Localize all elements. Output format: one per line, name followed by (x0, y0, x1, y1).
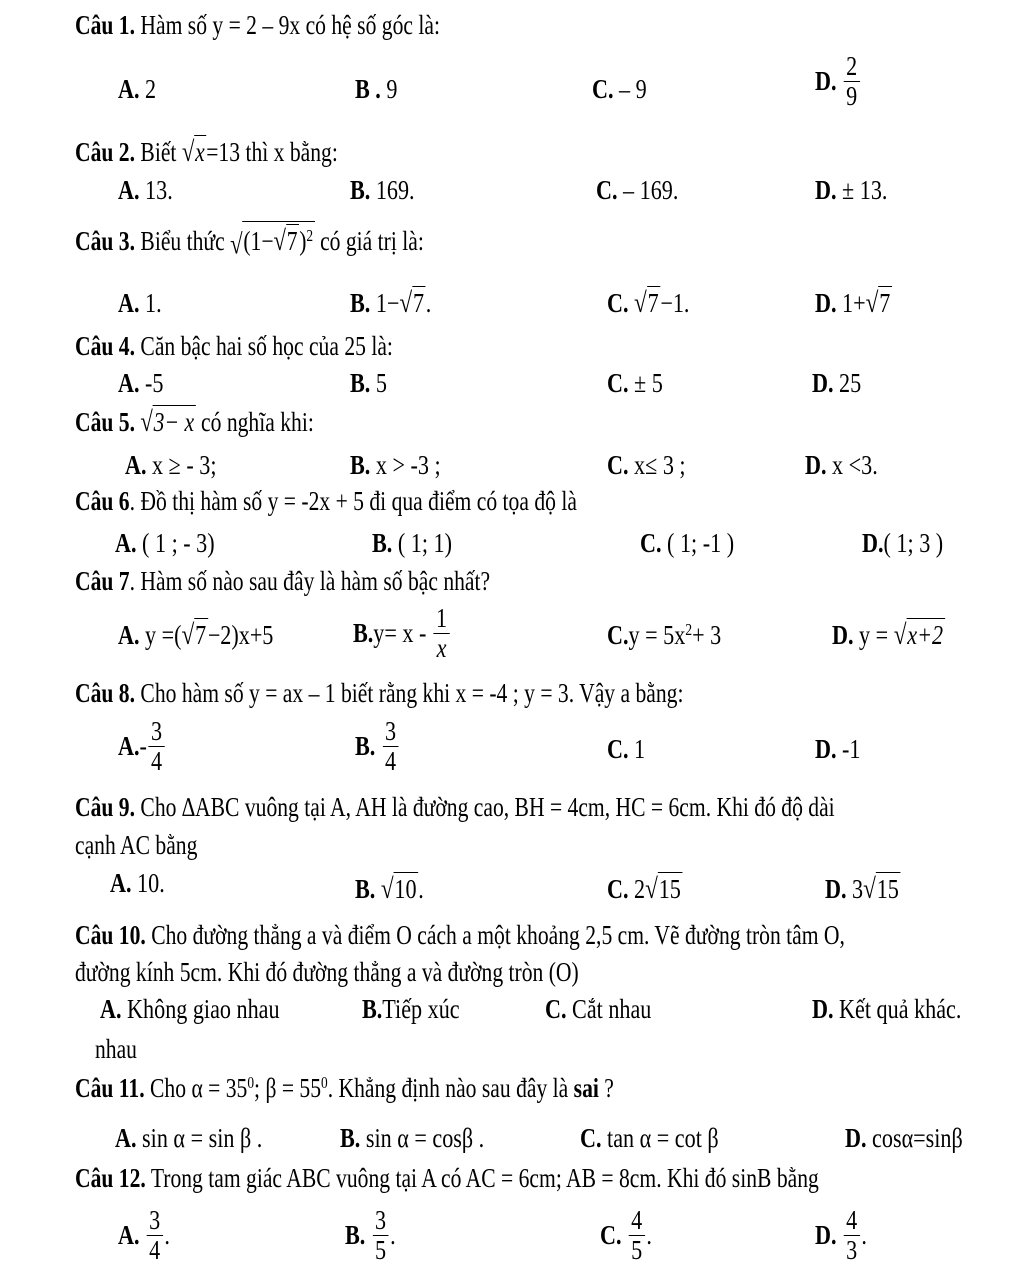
q5-option-c: C. x≤ 3 ; (607, 450, 686, 480)
question-9-line1: Câu 9. Cho ∆ABC vuông tại A, AH là đường cao, BH = 4cm, HC = 6cm. Khi đó độ dài (75, 792, 835, 822)
question-5: Câu 5. √3− x có nghĩa khi: (75, 407, 314, 438)
q10-option-c: C. Cắt nhau (545, 994, 652, 1024)
q3-option-b: B. 1−√7. (350, 288, 432, 319)
q11-option-a: A. sin α = sin β . (115, 1123, 263, 1153)
q11-option-c: C. tan α = cot β (580, 1123, 719, 1153)
q10-option-a: A. Không giao nhau (100, 994, 280, 1024)
q7-option-b: B.y= x - $\frac{1}{x}$ (353, 604, 451, 663)
q3-option-a: A. 1. (118, 288, 162, 318)
q10-option-b: B.Tiếp xúc (362, 994, 460, 1024)
q9-option-b: B. √10. (355, 874, 424, 905)
q9-option-a: A. 10. (110, 868, 165, 898)
q2-option-b: B. 169. (350, 175, 415, 205)
q5-option-d: D. x <3. (805, 450, 878, 480)
question-12: Câu 12. Trong tam giác ABC vuông tại A có AC = 6cm; AB = 8cm. Khi đó sinB bằng (75, 1163, 819, 1193)
q8-option-b: B. $\frac{3}{4}$ (355, 717, 400, 776)
q2-option-d: D. ± 13. (815, 175, 888, 205)
question-10-line2: đường kính 5cm. Khi đó đường thẳng a và đường tròn (O) (75, 957, 579, 987)
q4-option-a: A. -5 (118, 368, 164, 398)
top-cut-edge (180, 0, 700, 2)
q2-sqrt: √x (181, 137, 205, 168)
q12-option-a: A. $\frac{3}{4}$ . (118, 1205, 170, 1266)
q12-option-b: B. $\frac{3}{5}$ . (345, 1205, 396, 1266)
question-2: Câu 2. Biết √x=13 thì x bằng: (75, 137, 338, 168)
q1-option-c: C. – 9 (592, 74, 647, 104)
q6-option-d: D.( 1; 3 ) (862, 528, 944, 558)
q12-option-d: D. $\frac{4}{3}$ . (815, 1205, 867, 1266)
q2-option-c: C. – 169. (596, 175, 679, 205)
question-3: Câu 3. Biểu thức $√(1-√7)^2$ có giá trị là: (75, 228, 424, 260)
q10-option-d: D. Kết quả khác. (812, 994, 962, 1024)
q8-option-a: A.- $\frac{3}{4}$ (118, 717, 166, 776)
q9-option-d: D. 3√15 (825, 874, 899, 905)
q8-option-c: C. 1 (607, 734, 646, 764)
question-10-line1: Câu 10. Cho đường thẳng a và điểm O cách a một khoảng 2,5 cm. Vẽ đường tròn tâm O, (75, 920, 845, 950)
q1-option-a: A. 2 (118, 74, 157, 104)
q2-option-a: A. 13. (118, 175, 173, 205)
q9-option-c: C. 2√15 (607, 874, 681, 905)
q4-option-c: C. ± 5 (607, 368, 663, 398)
question-6: Câu 6. Đồ thị hàm số y = -2x + 5 đi qua điểm có tọa độ là (75, 486, 577, 516)
question-7: Câu 7. Hàm số nào sau đây là hàm số bậc nhất? (75, 566, 491, 596)
q6-option-c: C. ( 1; -1 ) (640, 528, 735, 558)
q8-option-d: D. -1 (815, 734, 861, 764)
q7-option-c: $C.y = 5x^2+ 3$ (607, 619, 722, 650)
question-4: Câu 4. Căn bậc hai số học của 25 là: (75, 331, 393, 361)
q5-option-a: A. x ≥ - 3; (125, 450, 217, 480)
q1-option-b: B . 9 (355, 74, 398, 104)
question-1 (75, 12, 440, 39)
q4-option-b: B. 5 (350, 368, 387, 398)
q6-option-b: B. ( 1; 1) (372, 528, 452, 558)
q1-option-d: D. $\frac{2}{9}$ (815, 52, 861, 111)
question-11: Câu 11. Cho $\alpha = 35^0$; $\beta = 55^0$. Khẳng định nào sau đây là sai ? (75, 1072, 614, 1103)
question-9-line2: cạnh AC bằng (75, 830, 198, 860)
q1-d-fraction: $\frac{2}{9}$ (844, 52, 860, 111)
q11-option-b: B. sin α = cosβ . (340, 1123, 485, 1153)
q7-option-a: A. y =(√7−2)x+5 (118, 620, 274, 651)
q11-option-d: D. cosα=sinβ (845, 1123, 963, 1153)
q10-line3: nhau (95, 1034, 137, 1064)
q3-option-d: D. 1+√7 (815, 288, 891, 319)
q6-option-a: A. ( 1 ; - 3) (115, 528, 215, 558)
question-8: Câu 8. Cho hàm số y = ax – 1 biết rằng khi x = -4 ; y = 3. Vậy a bằng: (75, 678, 684, 708)
q3-option-c: C. √7−1. (607, 288, 690, 319)
q7-option-d: D. y = √x+2 (832, 620, 944, 651)
q1-text: Hàm số y = 2 – 9x có hệ số góc là: (140, 10, 440, 40)
q3-expression: $√(1-√7)^2$ (230, 228, 315, 260)
q4-option-d: D. 25 (812, 368, 862, 398)
q1-label: Câu 1. (75, 10, 136, 40)
q12-option-c: C. $\frac{4}{5}$ . (600, 1205, 652, 1266)
q5-sqrt: √3− x (140, 407, 195, 438)
q5-option-b: B. x > -3 ; (350, 450, 441, 480)
